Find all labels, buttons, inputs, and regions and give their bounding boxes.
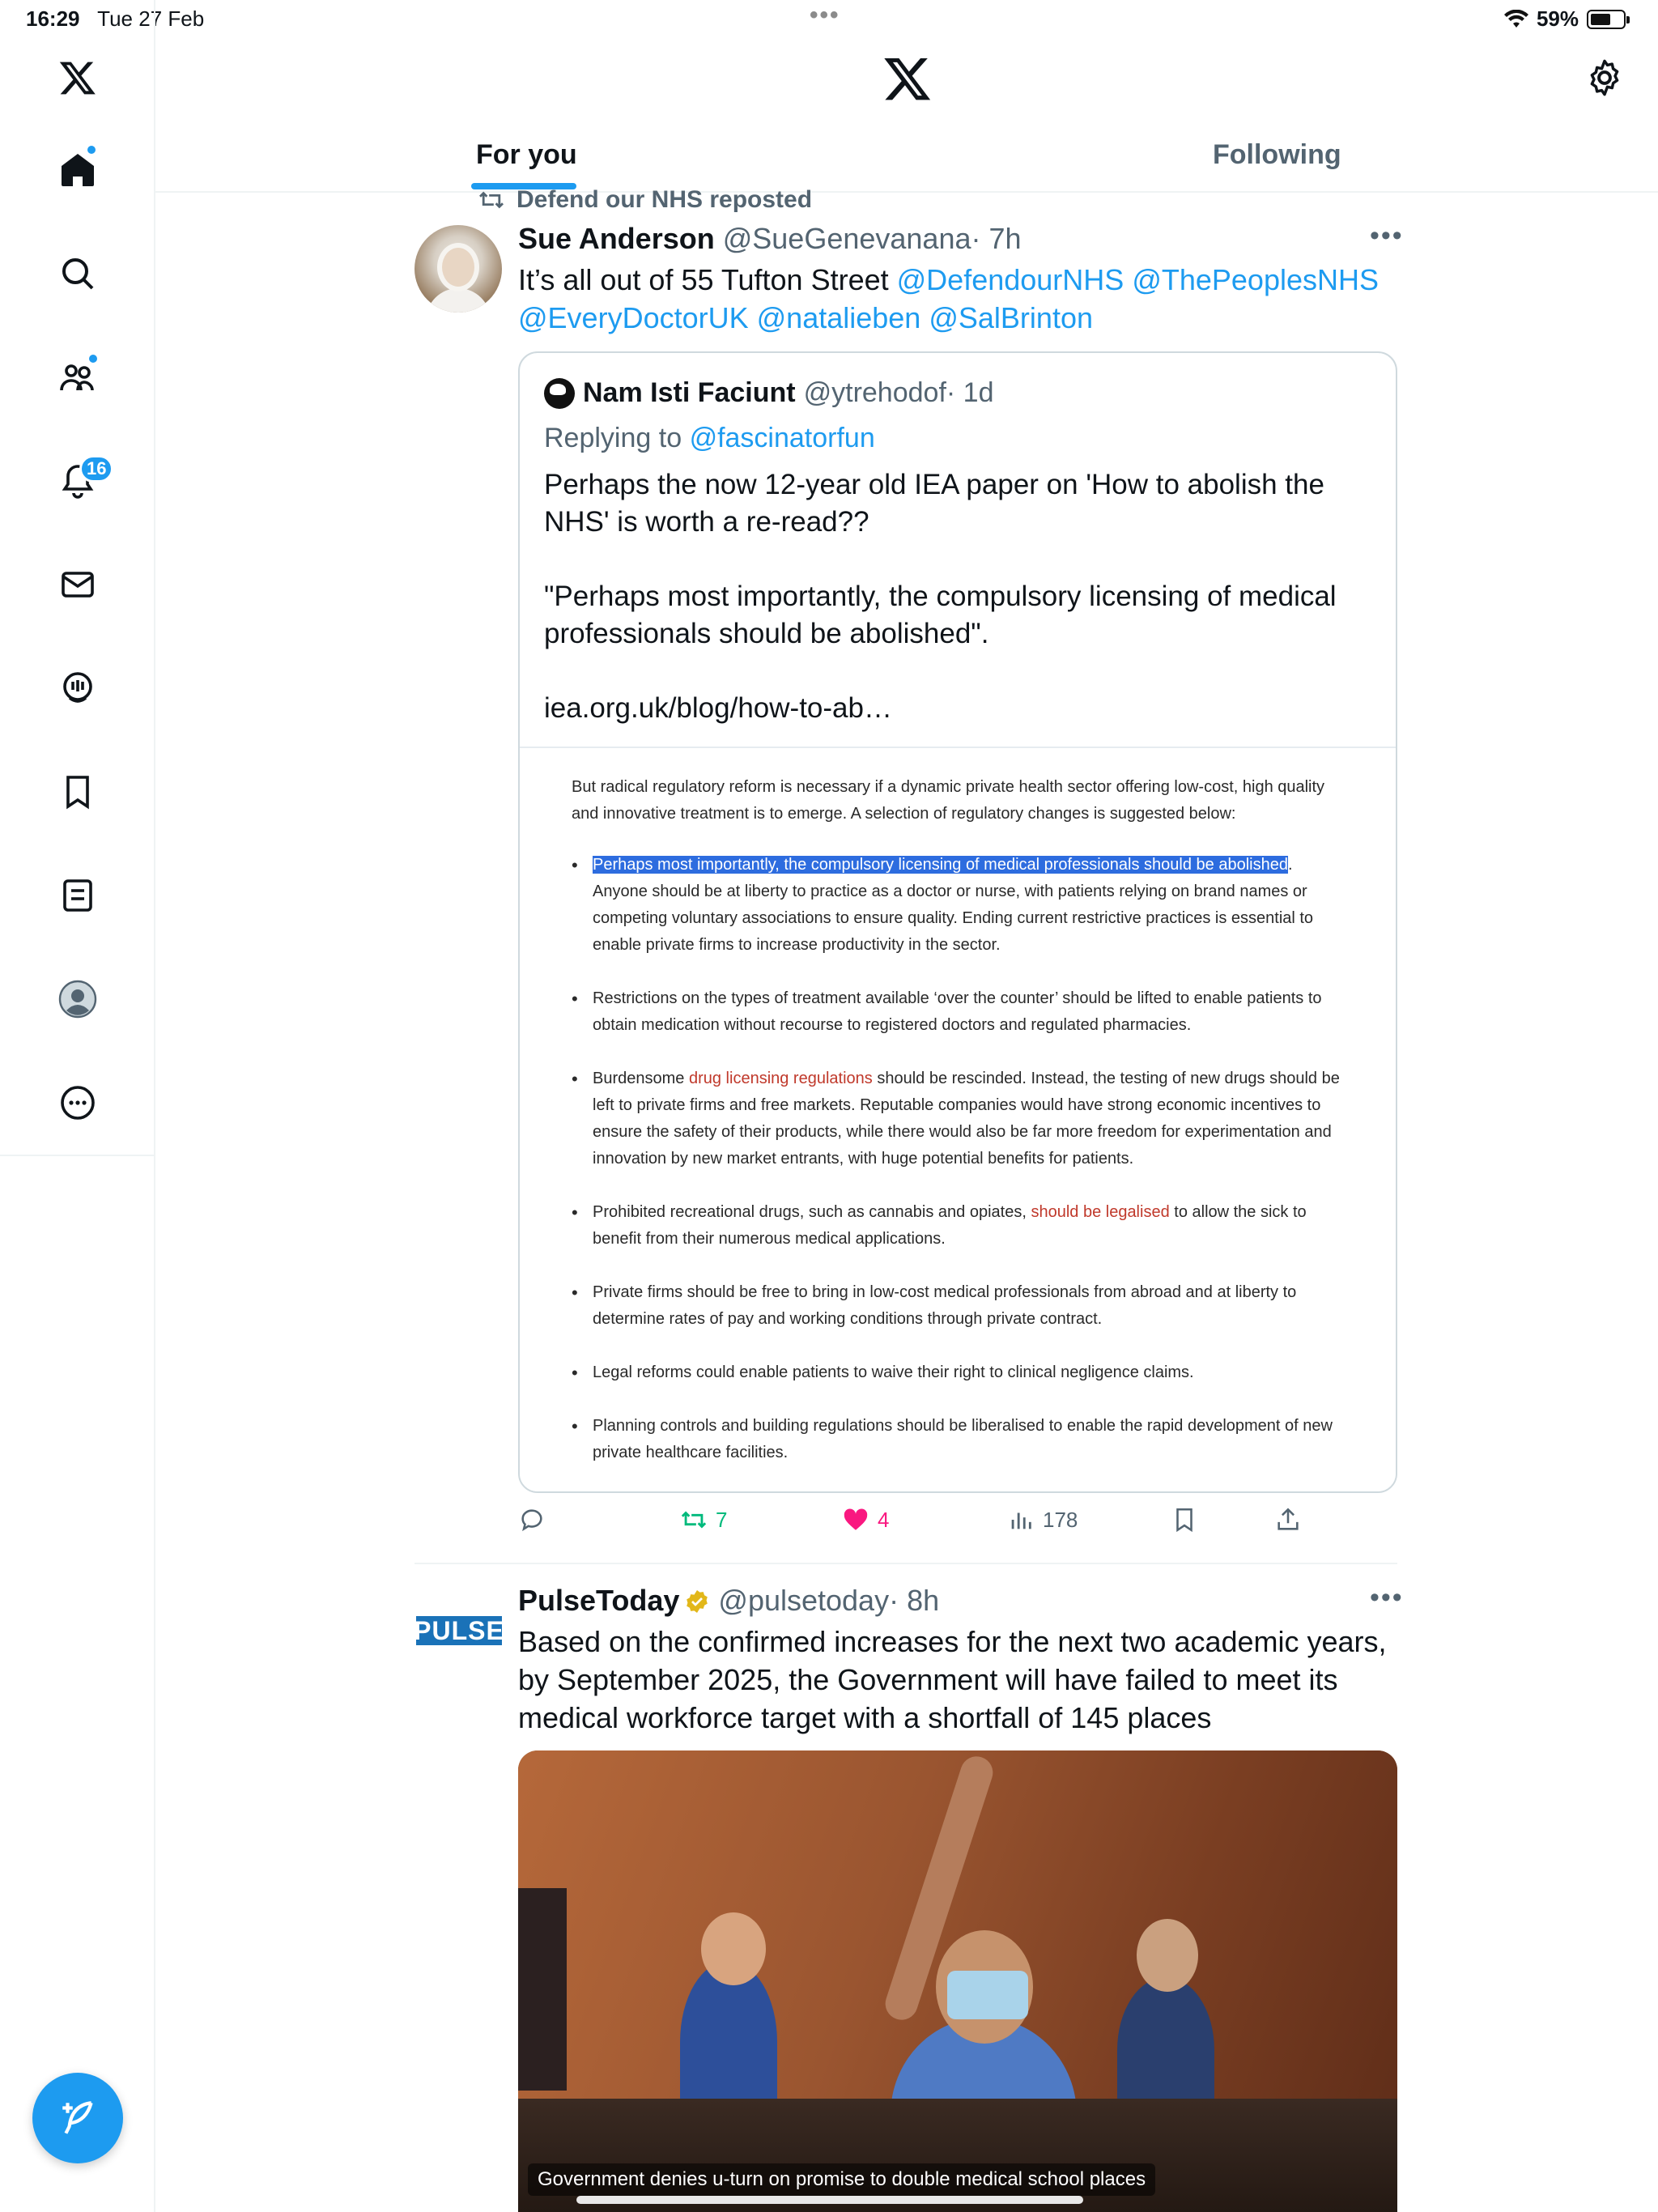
sidebar-divider (0, 1155, 155, 1156)
bookmark-icon (58, 772, 97, 811)
repost-icon (478, 189, 505, 211)
reply-icon (518, 1506, 546, 1534)
nav-home[interactable] (52, 144, 104, 196)
doc-bullet: • Legal reforms could enable patients to waive their right to clinical negligence claims. (572, 1359, 1349, 1386)
nav-lists[interactable] (52, 870, 104, 921)
repost-count: 7 (716, 1507, 728, 1532)
battery-icon (1587, 10, 1626, 29)
doc-bullet: • Burdensome drug licensing regulations should be rescinded. Instead, the testing of new drugs should be left to private firms and free markets. Reputable companies would have strong economic incentives to ensure the safety of their products, while there would also be far more freedom for experimentation and innovation by new market entrants, with huge potential benefits for patients. (572, 1066, 1349, 1172)
feed-tabs (155, 130, 1658, 193)
share-button[interactable] (1274, 1506, 1302, 1534)
more-options-icon[interactable]: ••• (1370, 220, 1404, 251)
feather-plus-icon (57, 2098, 98, 2138)
tweet-text: It’s all out of 55 Tufton Street @DefendourNHS @ThePeoplesNHS @EveryDoctorUK @natalieben @SalBrinton (518, 263, 1379, 334)
repost-label[interactable]: Defend our NHS reposted (478, 186, 812, 214)
mention-link[interactable]: @ThePeoplesNHS (1132, 263, 1379, 296)
home-indicator[interactable] (576, 2196, 1083, 2204)
doc-bullet: • Perhaps most importantly, the compulsory licensing of medical professionals should be abolished. Anyone should be at liberty to practice as a doctor or nurse, with patients relying on brand names or competing voluntary associations to ensure quality. Ending current restrictive practices is essential to enable private firms to increase productivity in the sector. (572, 852, 1349, 959)
verified-badge-icon (684, 1589, 710, 1614)
avatar[interactable] (414, 225, 502, 313)
mail-icon (58, 565, 97, 604)
repost-icon (680, 1506, 708, 1534)
repost-button[interactable] (680, 1506, 727, 1534)
nav-communities[interactable] (52, 351, 104, 403)
replying-to: Replying to @fascinatorfun (544, 423, 875, 453)
compose-button[interactable] (32, 2073, 123, 2163)
home-new-dot (86, 144, 97, 155)
status-right (1504, 6, 1626, 32)
nav-notifications[interactable] (52, 455, 107, 507)
x-header-logo-icon[interactable] (882, 53, 933, 104)
quote-image-document[interactable] (520, 748, 1396, 1493)
quote-avatar (544, 378, 575, 409)
search-icon (58, 254, 97, 293)
tab-following[interactable]: Following (1213, 139, 1341, 170)
doc-intro: But radical regulatory reform is necessary if a dynamic private health sector offering low-cost, high quality and innovative treatment is to emerge. A selection of regulatory changes is suggested below: (572, 778, 1325, 823)
nav-messages[interactable] (52, 559, 104, 610)
pulse-avatar-logo[interactable]: PULSE (414, 1615, 504, 1645)
doc-bullet: • Prohibited recreational drugs, such as cannabis and opiates, should be legalised to allow the sick to benefit from their numerous medical applications. (572, 1199, 1349, 1253)
media-caption: Government denies u-turn on promise to double medical school places (528, 2163, 1155, 2196)
heart-icon (842, 1506, 869, 1534)
doc-bullet: • Restrictions on the types of treatment available ‘over the counter’ should be lifted to enable patients to obtain medication without recourse to registered doctors and regulated pharmacies. (572, 985, 1349, 1039)
author-handle[interactable]: @pulsetoday (718, 1584, 890, 1617)
nav-bookmarks[interactable] (52, 766, 104, 818)
wifi-icon (1504, 10, 1528, 29)
quote-text: Perhaps the now 12-year old IEA paper on 'How to abolish the NHS' is worth a re-read?? "Perhaps most importantly, the compulsory licensing of medical professionals should be abolished". iea.org.uk/blog/how-to-ab… (544, 466, 1378, 764)
mention-link[interactable]: @SalBrinton (929, 301, 1093, 334)
more-options-icon[interactable]: ••• (1370, 1582, 1404, 1613)
battery-percent: 59% (1536, 6, 1579, 31)
spaces-icon (58, 669, 97, 708)
notifications-badge: 16 (79, 455, 113, 483)
like-count: 4 (878, 1507, 890, 1532)
tweet-header (518, 1584, 939, 1618)
tweet-actions (518, 1506, 1328, 1542)
tweet-time: · 8h (889, 1584, 940, 1617)
communities-new-dot (87, 353, 99, 364)
bookmark-icon (1171, 1506, 1198, 1534)
bookmark-button[interactable] (1171, 1506, 1198, 1534)
replying-to-handle[interactable]: @fascinatorfun (689, 423, 875, 453)
nav-explore[interactable] (52, 248, 104, 300)
author-handle[interactable]: @SueGenevanana (722, 222, 971, 255)
profile-avatar-icon (58, 980, 97, 1019)
settings-gear-icon[interactable] (1584, 57, 1626, 99)
mention-link[interactable]: @natalieben (756, 301, 921, 334)
tweet-separator (414, 1563, 1397, 1564)
share-icon (1274, 1506, 1302, 1534)
status-bar (0, 0, 1658, 37)
doc-bullet-list (572, 852, 1349, 1493)
more-circle-icon (58, 1083, 97, 1122)
mention-link[interactable]: @DefendourNHS (896, 263, 1124, 296)
tab-for-you[interactable]: For you (476, 139, 577, 170)
quoted-tweet[interactable] (518, 351, 1397, 1493)
multitask-dots[interactable]: ••• (810, 2, 840, 28)
home-icon (58, 151, 97, 189)
quote-url[interactable]: iea.org.uk/blog/how-to-ab… (544, 692, 892, 724)
reply-button[interactable] (518, 1506, 546, 1534)
sidebar (0, 0, 155, 2212)
author-name[interactable]: PulseToday (518, 1584, 680, 1617)
tweet-time: · 7h (971, 222, 1022, 255)
status-time: 16:29 Tue 27 Feb (26, 6, 205, 31)
like-button[interactable] (842, 1506, 889, 1534)
views-count: 178 (1043, 1507, 1078, 1532)
list-icon (58, 876, 97, 915)
tweet-text: Based on the confirmed increases for the next two academic years, by September 2025, the Government will have failed to meet its medical workforce target with a shortfall of 145 places (518, 1625, 1387, 1734)
author-name[interactable]: Sue Anderson (518, 222, 715, 255)
quote-header (544, 377, 993, 409)
quote-author-handle: @ytrehodof· 1d (803, 377, 994, 408)
tweet-media-image[interactable] (518, 1750, 1397, 2212)
views-chart-icon (1007, 1506, 1035, 1534)
tweet-header (518, 222, 1022, 256)
quote-author-name: Nam Isti Faciunt (583, 377, 796, 408)
doc-bullet: • Planning controls and building regulations should be liberalised to enable the rapid development of new private healthcare facilities. (572, 1413, 1349, 1466)
mention-link[interactable]: @EveryDoctorUK (518, 301, 749, 334)
nav-more[interactable] (52, 1077, 104, 1129)
x-logo-icon[interactable] (52, 52, 104, 104)
nav-profile[interactable] (52, 973, 104, 1025)
views-button[interactable] (1007, 1506, 1078, 1534)
doc-bullet: • Private firms should be free to bring in low-cost medical professionals from abroad and at liberty to determine rates of pay and working conditions through private contract. (572, 1279, 1349, 1333)
nav-spaces[interactable] (52, 662, 104, 714)
